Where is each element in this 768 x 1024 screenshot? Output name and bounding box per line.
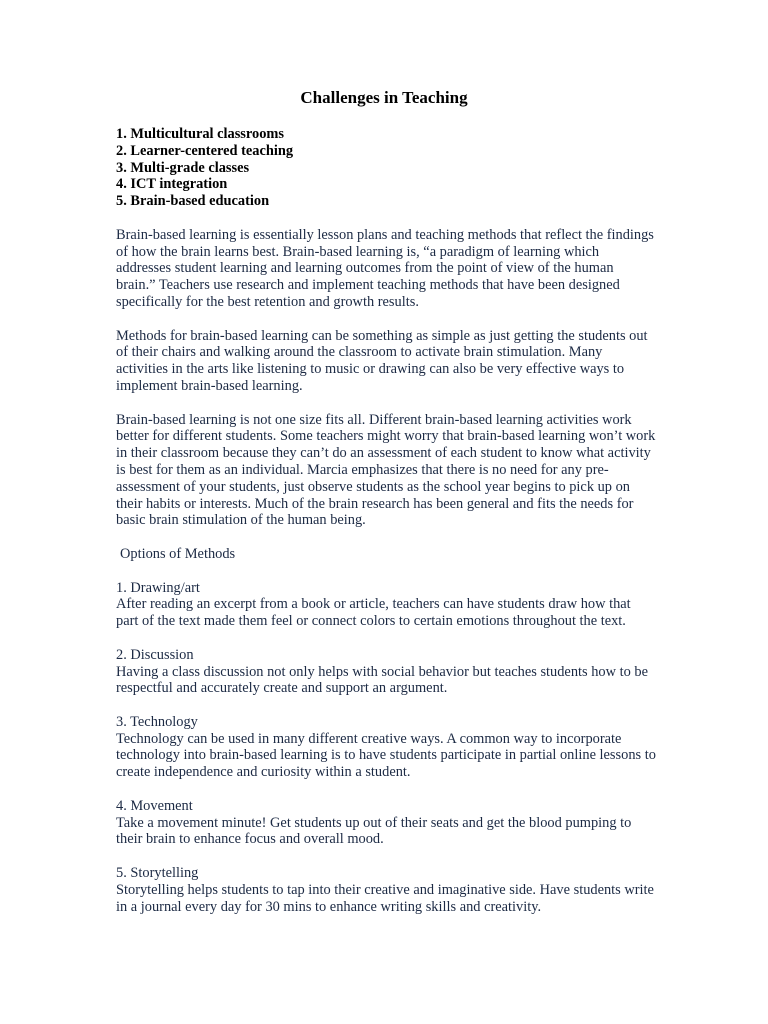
method-heading: 2. Discussion [116,646,194,663]
method-section [116,647,656,697]
method-text: Take a movement minute! Get students up out of their seats and get the blood pumping to their brain to enhance focus and overall mood. [116,814,632,848]
topic-item: 1. Multicultural classrooms [116,126,285,142]
method-text: Having a class discussion not only helps with social behavior but teaches students how to be respectful and accurately create and support an argument. [116,663,648,697]
method-section [116,580,656,630]
topic-item: 4. ICT integration [116,176,228,193]
method-heading: 3. Technology [116,713,198,730]
method-section [116,798,656,848]
topic-item: 5. Brain-based education [116,193,270,210]
topic-item: 3. Multi-grade classes [116,159,250,176]
method-text: Storytelling helps students to tap into their creative and imaginative side. Have students write in a journal every day for 30 mins to enhance writing skills and creativity. [116,881,654,915]
topic-item: 2. Learner-centered teaching [116,142,294,159]
document-title: Challenges in Teaching [300,88,468,107]
options-heading: Options of Methods [120,545,236,562]
topics-list [116,126,656,210]
method-section [116,865,656,915]
paragraph-methods: Methods for brain-based learning can be something as simple as just getting the students out of their chairs and walking around the classroom to activate brain stimulation. Many activities in the arts like listening to music or drawing can also be very effective ways to implement brain-based learning. [116,327,648,394]
method-heading: 5. Storytelling [116,865,199,882]
method-text: Technology can be used in many different creative ways. A common way to incorporate technology into brain-based learning is to have students participate in partial online lessons to create independence and curiosity within a student. [116,730,656,781]
method-heading: 4. Movement [116,797,193,814]
paragraph-one-size: Brain-based learning is not one size fits all. Different brain-based learning activities work better for different students. Some teachers might worry that brain-based learning won’t work in their classroom because they can’t do an assessment of each student to know what activity is best for them as an individual. Marcia emphasizes that there is no need for any pre-assessment of your students, just observe students as the school year begins to pick up on their habits or interests. Much of the brain research has been general and fits the needs for basic brain stimulation of the human being. [116,411,656,529]
method-text: After reading an excerpt from a book or article, teachers can have students draw how that part of the text made them feel or connect colors to certain emotions throughout the text. [116,596,631,630]
method-section [116,714,656,781]
paragraph-intro: Brain-based learning is essentially lesson plans and teaching methods that reflect the findings of how the brain learns best. Brain-based learning is, “a paradigm of learning which addresses student learning and learning outcomes from the point of view of the human brain.” Teachers use research and implement teaching methods that have been designed specifically for the best retention and growth results. [116,226,654,310]
method-heading: 1. Drawing/art [116,579,200,596]
document-body [116,126,656,915]
